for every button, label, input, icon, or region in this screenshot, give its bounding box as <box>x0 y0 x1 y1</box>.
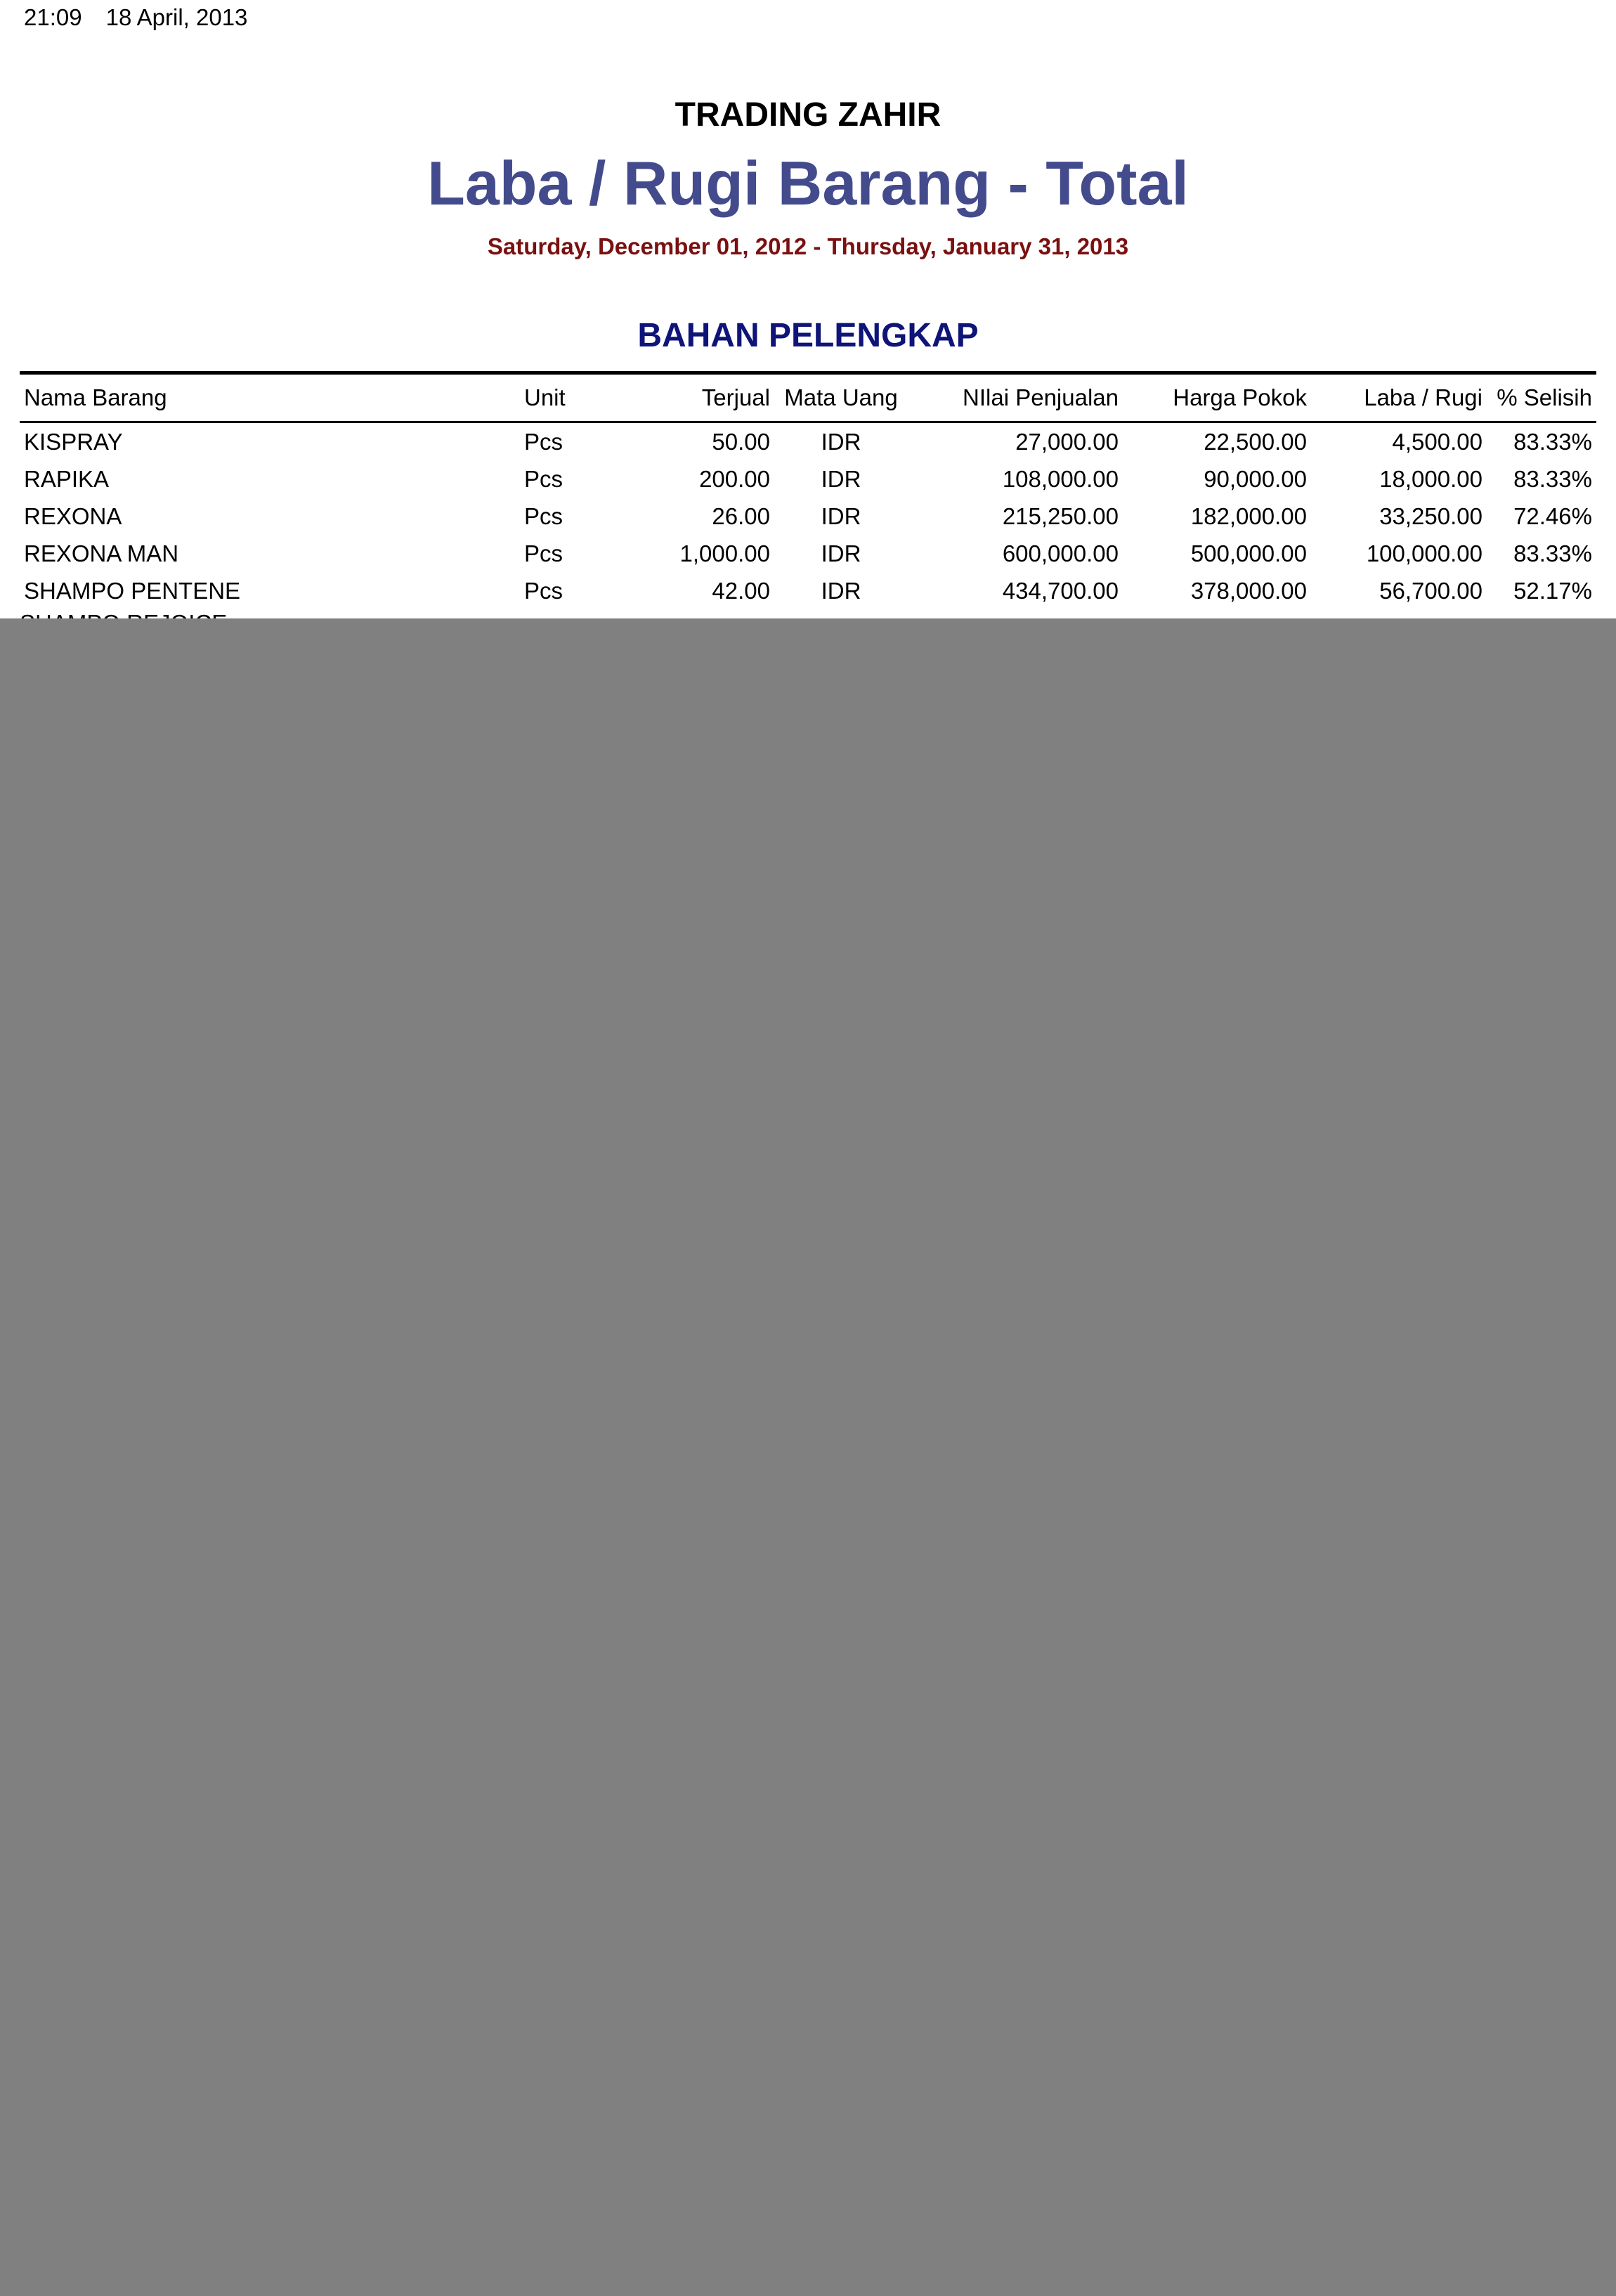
cell-selisih: 83.33% <box>1513 465 1592 492</box>
cell-terjual: 42.00 <box>712 577 770 604</box>
cell-laba-rugi: 33,250.00 <box>1379 502 1483 529</box>
company-name: TRADING ZAHIR <box>675 96 941 134</box>
cell-nilai-penjualan: 600,000.00 <box>1002 540 1119 566</box>
cell-unit: Pcs <box>524 577 563 604</box>
cell-selisih: 83.33% <box>1513 540 1592 566</box>
cell-nilai-penjualan: 27,000.00 <box>1015 428 1119 455</box>
cell-nama-barang: SHAMPO PENTENE <box>24 577 241 604</box>
cell-unit: Pcs <box>524 540 563 566</box>
cell-laba-rugi: 56,700.00 <box>1379 577 1483 604</box>
col-unit: Unit <box>520 373 604 422</box>
table-row <box>20 535 1596 572</box>
report-title: Laba / Rugi Barang - Total <box>427 148 1189 218</box>
table-header-row <box>20 373 1596 422</box>
print-time: 21:09 <box>24 4 82 30</box>
cell-terjual: 26.00 <box>712 502 770 529</box>
cell-laba-rugi: 4,500.00 <box>1392 428 1483 455</box>
cell-laba-rugi: 18,000.00 <box>1379 465 1483 492</box>
cell-unit: Pcs <box>524 465 563 492</box>
cell-nama-barang: KISPRAY <box>24 428 123 455</box>
cell-selisih: 83.33% <box>1513 428 1592 455</box>
cell-nilai-penjualan: 215,250.00 <box>1002 502 1119 529</box>
cell-terjual: 1,000.00 <box>679 540 770 566</box>
cell-harga-pokok: 22,500.00 <box>1204 428 1307 455</box>
col-nilai-penjualan: NIlai Penjualan <box>908 373 1123 422</box>
cell-nama-barang: RAPIKA <box>24 465 110 492</box>
table-row <box>20 572 1596 609</box>
print-date: 18 April, 2013 <box>105 4 248 30</box>
col-harga-pokok: Harga Pokok <box>1123 373 1311 422</box>
col-mata-uang: Mata Uang <box>774 373 908 422</box>
col-selisih: % Selisih <box>1487 373 1596 422</box>
cell-mata-uang: IDR <box>821 540 861 566</box>
cell-nilai-penjualan: 108,000.00 <box>1002 465 1119 492</box>
cell-unit: Pcs <box>524 428 563 455</box>
cell-mata-uang: IDR <box>821 428 861 455</box>
print-timestamp <box>24 4 271 31</box>
cell-nama-barang: REXONA <box>24 502 122 529</box>
table-row <box>20 498 1596 535</box>
cell-terjual: 50.00 <box>712 428 770 455</box>
cell-harga-pokok: 90,000.00 <box>1204 465 1307 492</box>
table-row <box>20 460 1596 498</box>
col-terjual: Terjual <box>604 373 774 422</box>
report-table <box>20 371 1596 609</box>
cell-terjual: 200.00 <box>699 465 770 492</box>
cell-harga-pokok: 182,000.00 <box>1190 502 1307 529</box>
cell-harga-pokok: 378,000.00 <box>1190 577 1307 604</box>
col-laba-rugi: Laba / Rugi <box>1311 373 1487 422</box>
cell-mata-uang: IDR <box>821 465 861 492</box>
cell-unit: Pcs <box>524 502 563 529</box>
cell-selisih: 52.17% <box>1513 577 1592 604</box>
report-date-range: Saturday, December 01, 2012 - Thursday, January 31, 2013 <box>487 233 1129 259</box>
cell-laba-rugi: 100,000.00 <box>1366 540 1483 566</box>
table-row <box>20 422 1596 461</box>
cell-harga-pokok: 500,000.00 <box>1190 540 1307 566</box>
cell-nama-barang: REXONA MAN <box>24 540 179 566</box>
group-title: BAHAN PELENGKAP <box>637 317 979 354</box>
cell-selisih: 72.46% <box>1513 502 1592 529</box>
cell-mata-uang: IDR <box>821 502 861 529</box>
gray-occlusion-overlay <box>0 618 1616 2296</box>
col-nama-barang: Nama Barang <box>20 373 520 422</box>
cell-mata-uang: IDR <box>821 577 861 604</box>
cell-nilai-penjualan: 434,700.00 <box>1002 577 1119 604</box>
